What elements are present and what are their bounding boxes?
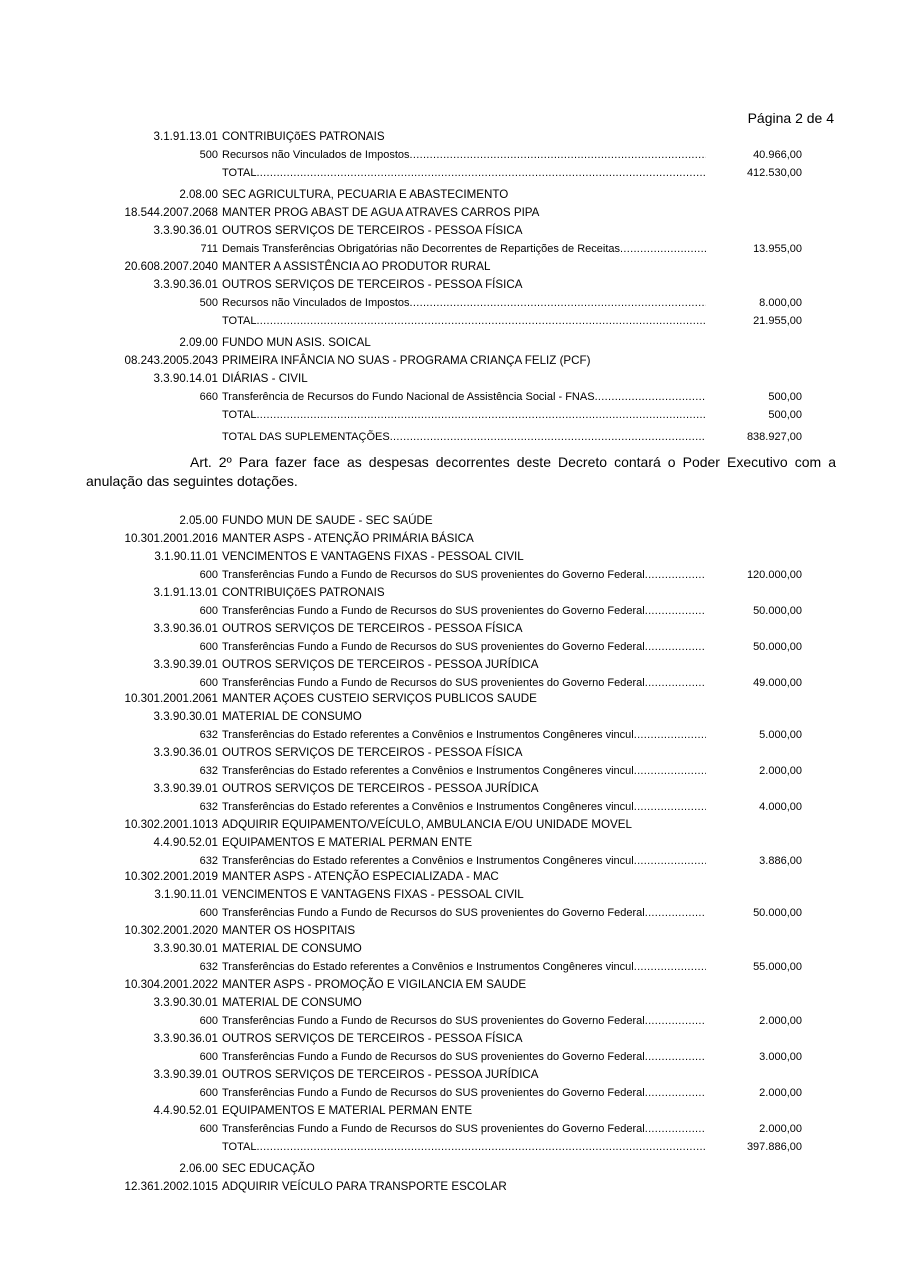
budget-code: 3.1.91.13.01 <box>153 130 218 143</box>
budget-description: Demais Transferências Obrigatórias não Decorrentes de Repartições de Receitas <box>222 243 621 255</box>
budget-description: MANTER A ASSISTÊNCIA AO PRODUTOR RURAL <box>222 260 491 273</box>
budget-description: SEC AGRICULTURA, PECUARIA E ABASTECIMENTO <box>222 188 509 201</box>
budget-code: 18.544.2007.2068 <box>124 206 218 219</box>
budget-code: 600 <box>199 1087 218 1099</box>
budget-description: TOTAL <box>222 315 257 327</box>
budget-line-header <box>0 886 900 904</box>
budget-description: TOTAL <box>222 1141 257 1153</box>
budget-description: OUTROS SERVIÇOS DE TERCEIROS - PESSOA FÍSICA <box>222 278 523 291</box>
budget-line-amount <box>0 164 900 182</box>
budget-code: 3.1.91.13.01 <box>153 586 218 599</box>
budget-line-header <box>0 1030 900 1048</box>
budget-line-amount <box>0 388 900 406</box>
budget-line-amount <box>0 240 900 258</box>
budget-code: 600 <box>199 569 218 581</box>
budget-code: 600 <box>199 1051 218 1063</box>
dot-leader <box>595 388 706 406</box>
budget-description-leader <box>222 566 706 584</box>
budget-line-header <box>0 370 900 388</box>
dot-leader <box>645 904 706 922</box>
budget-code: 10.302.2001.2020 <box>124 924 218 937</box>
budget-code: 632 <box>199 729 218 741</box>
dot-leader <box>645 1012 706 1030</box>
budget-line-header <box>0 548 900 566</box>
budget-description-leader <box>222 294 706 312</box>
budget-line-header <box>0 1178 900 1196</box>
budget-description-leader <box>222 638 706 656</box>
budget-description: EQUIPAMENTOS E MATERIAL PERMAN ENTE <box>222 836 473 849</box>
budget-description-leader <box>222 240 706 258</box>
budget-description: ADQUIRIR EQUIPAMENTO/VEÍCULO, AMBULANCIA E/OU UNIDADE MOVEL <box>222 818 632 831</box>
budget-amount: 500,00 <box>768 409 802 421</box>
budget-code: 600 <box>199 677 218 689</box>
budget-description: Recursos não Vinculados de Impostos <box>222 297 410 309</box>
dot-leader <box>645 566 706 584</box>
budget-description: Transferências Fundo a Fundo de Recursos do SUS provenientes do Governo Federal <box>222 569 645 581</box>
budget-description-leader <box>222 1048 706 1066</box>
dot-leader <box>410 146 706 164</box>
dot-leader <box>645 1084 706 1102</box>
budget-description: MATERIAL DE CONSUMO <box>222 710 362 723</box>
budget-description: TOTAL <box>222 167 257 179</box>
budget-line-header <box>0 530 900 548</box>
budget-amount: 4.000,00 <box>759 801 802 813</box>
budget-line-amount <box>0 602 900 620</box>
budget-description: VENCIMENTOS E VANTAGENS FIXAS - PESSOAL CIVIL <box>222 550 524 563</box>
budget-code: 2.08.00 <box>179 188 218 201</box>
budget-line-header <box>0 834 900 852</box>
budget-line-header <box>0 186 900 204</box>
budget-line-header <box>0 994 900 1012</box>
budget-code: 3.3.90.39.01 <box>153 658 218 671</box>
budget-line-header <box>0 334 900 352</box>
budget-description: VENCIMENTOS E VANTAGENS FIXAS - PESSOAL CIVIL <box>222 888 524 901</box>
budget-amount: 412.530,00 <box>746 167 802 179</box>
budget-description: MANTER AÇOES CUSTEIO SERVIÇOS PUBLICOS SAUDE <box>222 692 537 705</box>
budget-line-header <box>0 222 900 240</box>
budget-code: 10.301.2001.2016 <box>124 532 218 545</box>
budget-code: 10.302.2001.1013 <box>124 818 218 831</box>
budget-description-leader <box>222 164 706 182</box>
budget-line-amount <box>0 146 900 164</box>
budget-description-leader <box>222 406 706 424</box>
budget-description: OUTROS SERVIÇOS DE TERCEIROS - PESSOA FÍSICA <box>222 746 523 759</box>
budget-description-leader <box>222 1084 706 1102</box>
budget-description: TOTAL DAS SUPLEMENTAÇÕES <box>222 431 390 443</box>
budget-line-header <box>0 128 900 146</box>
budget-code: 3.1.90.11.01 <box>154 550 218 563</box>
budget-amount: 2.000,00 <box>759 1123 802 1135</box>
budget-amount: 50.000,00 <box>753 907 802 919</box>
budget-description: DIÁRIAS - CIVIL <box>222 372 308 385</box>
budget-description: CONTRIBUIÇõES PATRONAIS <box>222 130 385 143</box>
budget-line-header <box>0 922 900 940</box>
article-2-text: Art. 2º Para fazer face as despesas decorrentes deste Decreto contará o Poder Executivo com a anulação das seguintes dotações. <box>86 454 836 489</box>
budget-description: Transferências do Estado referentes a Convênios e Instrumentos Congêneres vincul <box>222 855 634 867</box>
budget-description: Transferências Fundo a Fundo de Recursos do SUS provenientes do Governo Federal <box>222 605 645 617</box>
budget-code: 3.3.90.36.01 <box>153 278 218 291</box>
budget-line-amount <box>0 958 900 976</box>
budget-description: SEC EDUCAÇÃO <box>222 1162 315 1175</box>
dot-leader <box>410 294 706 312</box>
budget-description: MANTER OS HOSPITAIS <box>222 924 356 937</box>
budget-description: OUTROS SERVIÇOS DE TERCEIROS - PESSOA FÍSICA <box>222 622 523 635</box>
budget-description: Transferência de Recursos do Fundo Nacional de Assistência Social - FNAS <box>222 391 595 403</box>
budget-description: OUTROS SERVIÇOS DE TERCEIROS - PESSOA JURÍDICA <box>222 1068 539 1081</box>
budget-description-leader <box>222 726 706 744</box>
budget-amount: 49.000,00 <box>753 677 802 689</box>
budget-line-amount <box>0 428 900 446</box>
budget-amount: 2.000,00 <box>759 1087 802 1099</box>
budget-line-amount <box>0 762 900 780</box>
budget-description-leader <box>222 958 706 976</box>
budget-line-amount <box>0 904 900 922</box>
budget-code: 12.361.2002.1015 <box>124 1180 218 1193</box>
budget-description: Transferências Fundo a Fundo de Recursos do SUS provenientes do Governo Federal <box>222 641 645 653</box>
budget-description: MANTER ASPS - ATENÇÃO PRIMÁRIA BÁSICA <box>222 532 474 545</box>
budget-code: 600 <box>199 605 218 617</box>
budget-line-header <box>0 1066 900 1084</box>
dot-leader <box>256 164 706 182</box>
budget-line-header <box>0 708 900 726</box>
budget-description: Transferências Fundo a Fundo de Recursos do SUS provenientes do Governo Federal <box>222 1123 645 1135</box>
budget-description-leader <box>222 602 706 620</box>
budget-line-amount <box>0 798 900 816</box>
budget-amount: 40.966,00 <box>753 149 802 161</box>
dot-leader <box>634 726 706 744</box>
budget-description-leader <box>222 1120 706 1138</box>
budget-line-header <box>0 620 900 638</box>
budget-description: OUTROS SERVIÇOS DE TERCEIROS - PESSOA FÍSICA <box>222 224 523 237</box>
budget-description-leader <box>222 146 706 164</box>
budget-code: 3.3.90.36.01 <box>153 746 218 759</box>
budget-description: Transferências do Estado referentes a Convênios e Instrumentos Congêneres vincul <box>222 765 634 777</box>
budget-code: 632 <box>199 765 218 777</box>
dot-leader <box>634 762 706 780</box>
budget-description-leader <box>222 388 706 406</box>
budget-amount: 50.000,00 <box>753 605 802 617</box>
dot-leader <box>645 638 706 656</box>
budget-amount: 838.927,00 <box>746 431 802 443</box>
budget-code: 2.09.00 <box>179 336 218 349</box>
budget-code: 3.3.90.39.01 <box>153 782 218 795</box>
budget-line-amount <box>0 726 900 744</box>
budget-code: 2.06.00 <box>179 1162 218 1175</box>
budget-line-amount <box>0 1012 900 1030</box>
budget-description: PRIMEIRA INFÂNCIA NO SUAS - PROGRAMA CRIANÇA FELIZ (PCF) <box>222 354 591 367</box>
budget-code: 10.302.2001.2019 <box>124 870 218 883</box>
budget-amount: 13.955,00 <box>753 243 802 255</box>
budget-line-header <box>0 744 900 762</box>
budget-description: TOTAL <box>222 409 257 421</box>
budget-line-amount <box>0 294 900 312</box>
budget-description: Transferências do Estado referentes a Convênios e Instrumentos Congêneres vincul <box>222 801 634 813</box>
budget-amount: 500,00 <box>768 391 802 403</box>
budget-description: MANTER ASPS - ATENÇÃO ESPECIALIZADA - MAC <box>222 870 499 883</box>
budget-description: Transferências do Estado referentes a Convênios e Instrumentos Congêneres vincul <box>222 961 634 973</box>
budget-description: OUTROS SERVIÇOS DE TERCEIROS - PESSOA JURÍDICA <box>222 782 539 795</box>
budget-line-amount <box>0 312 900 330</box>
budget-amount: 8.000,00 <box>759 297 802 309</box>
budget-code: 632 <box>199 855 218 867</box>
budget-description: MATERIAL DE CONSUMO <box>222 996 362 1009</box>
budget-code: 4.4.90.52.01 <box>153 1104 218 1117</box>
budget-description: FUNDO MUN ASIS. SOICAL <box>222 336 371 349</box>
dot-leader <box>645 602 706 620</box>
dot-leader <box>634 958 706 976</box>
dot-leader <box>645 1048 706 1066</box>
budget-description-leader <box>222 798 706 816</box>
dot-leader <box>256 406 706 424</box>
budget-line-header <box>0 352 900 370</box>
budget-code: 600 <box>199 1123 218 1135</box>
budget-line-amount <box>0 1120 900 1138</box>
budget-description-leader <box>222 1012 706 1030</box>
budget-code: 3.3.90.14.01 <box>153 372 218 385</box>
budget-amount: 5.000,00 <box>759 729 802 741</box>
article-2-paragraph <box>86 453 836 491</box>
budget-description: MATERIAL DE CONSUMO <box>222 942 362 955</box>
budget-code: 3.3.90.36.01 <box>153 622 218 635</box>
budget-line-header <box>0 868 900 886</box>
budget-code: 632 <box>199 801 218 813</box>
budget-line-header <box>0 690 900 708</box>
dot-leader <box>645 1120 706 1138</box>
budget-description: MANTER ASPS - PROMOÇÃO E VIGILANCIA EM SAUDE <box>222 978 527 991</box>
dot-leader <box>256 1138 706 1156</box>
budget-line-header <box>0 816 900 834</box>
budget-line-amount <box>0 638 900 656</box>
budget-code: 500 <box>199 297 218 309</box>
dot-leader <box>256 312 706 330</box>
budget-description: CONTRIBUIÇõES PATRONAIS <box>222 586 385 599</box>
budget-description: Transferências do Estado referentes a Convênios e Instrumentos Congêneres vincul <box>222 729 634 741</box>
budget-line-header <box>0 940 900 958</box>
budget-description-leader <box>222 904 706 922</box>
budget-line-header <box>0 276 900 294</box>
budget-code: 4.4.90.52.01 <box>153 836 218 849</box>
budget-line-header <box>0 656 900 674</box>
budget-description: MANTER PROG ABAST DE AGUA ATRAVES CARROS PIPA <box>222 206 540 219</box>
budget-code: 10.304.2001.2022 <box>124 978 218 991</box>
budget-description: Transferências Fundo a Fundo de Recursos do SUS provenientes do Governo Federal <box>222 1015 645 1027</box>
dot-leader <box>390 428 706 446</box>
budget-line-amount <box>0 1048 900 1066</box>
budget-amount: 55.000,00 <box>753 961 802 973</box>
budget-code: 600 <box>199 907 218 919</box>
budget-description: OUTROS SERVIÇOS DE TERCEIROS - PESSOA JURÍDICA <box>222 658 539 671</box>
budget-amount: 50.000,00 <box>753 641 802 653</box>
budget-description: OUTROS SERVIÇOS DE TERCEIROS - PESSOA FÍSICA <box>222 1032 523 1045</box>
budget-description: Recursos não Vinculados de Impostos <box>222 149 410 161</box>
budget-code: 20.608.2007.2040 <box>124 260 218 273</box>
budget-description-leader <box>222 312 706 330</box>
budget-line-header <box>0 1160 900 1178</box>
budget-code: 660 <box>199 391 218 403</box>
budget-amount: 120.000,00 <box>746 569 802 581</box>
budget-description: FUNDO MUN DE SAUDE - SEC SAÚDE <box>222 514 433 527</box>
budget-code: 632 <box>199 961 218 973</box>
budget-amount: 2.000,00 <box>759 1015 802 1027</box>
budget-description: Transferências Fundo a Fundo de Recursos do SUS provenientes do Governo Federal <box>222 907 645 919</box>
budget-description-leader <box>222 428 706 446</box>
budget-code: 3.3.90.39.01 <box>153 1068 218 1081</box>
budget-line-header <box>0 584 900 602</box>
budget-line-header <box>0 1102 900 1120</box>
budget-amount: 3.000,00 <box>759 1051 802 1063</box>
budget-description-leader <box>222 762 706 780</box>
budget-line-amount <box>0 1084 900 1102</box>
budget-code: 3.3.90.30.01 <box>153 942 218 955</box>
budget-description: EQUIPAMENTOS E MATERIAL PERMAN ENTE <box>222 1104 473 1117</box>
budget-line-header <box>0 976 900 994</box>
budget-code: 600 <box>199 1015 218 1027</box>
budget-line-header <box>0 258 900 276</box>
dot-leader <box>620 240 706 258</box>
budget-description: Transferências Fundo a Fundo de Recursos do SUS provenientes do Governo Federal <box>222 1051 645 1063</box>
budget-description: ADQUIRIR VEÍCULO PARA TRANSPORTE ESCOLAR <box>222 1180 507 1193</box>
budget-line-header <box>0 512 900 530</box>
budget-code: 600 <box>199 641 218 653</box>
page-number: Página 2 de 4 <box>747 110 834 126</box>
budget-code: 3.3.90.30.01 <box>153 710 218 723</box>
budget-code: 711 <box>200 243 218 255</box>
budget-code: 500 <box>199 149 218 161</box>
budget-line-header <box>0 204 900 222</box>
budget-line-amount <box>0 566 900 584</box>
budget-code: 3.3.90.30.01 <box>153 996 218 1009</box>
budget-code: 3.3.90.36.01 <box>153 1032 218 1045</box>
budget-line-amount <box>0 406 900 424</box>
dot-leader <box>634 798 706 816</box>
budget-description-leader <box>222 1138 706 1156</box>
budget-line-header <box>0 780 900 798</box>
budget-code: 3.3.90.36.01 <box>153 224 218 237</box>
budget-description: Transferências Fundo a Fundo de Recursos do SUS provenientes do Governo Federal <box>222 1087 645 1099</box>
budget-amount: 2.000,00 <box>759 765 802 777</box>
budget-amount: 21.955,00 <box>753 315 802 327</box>
budget-code: 2.05.00 <box>179 514 218 527</box>
budget-line-amount <box>0 1138 900 1156</box>
budget-code: 08.243.2005.2043 <box>124 354 218 367</box>
budget-code: 3.1.90.11.01 <box>154 888 218 901</box>
budget-amount: 3.886,00 <box>759 855 802 867</box>
budget-code: 10.301.2001.2061 <box>124 692 218 705</box>
budget-amount: 397.886,00 <box>746 1141 802 1153</box>
budget-description: Transferências Fundo a Fundo de Recursos do SUS provenientes do Governo Federal <box>222 677 645 689</box>
